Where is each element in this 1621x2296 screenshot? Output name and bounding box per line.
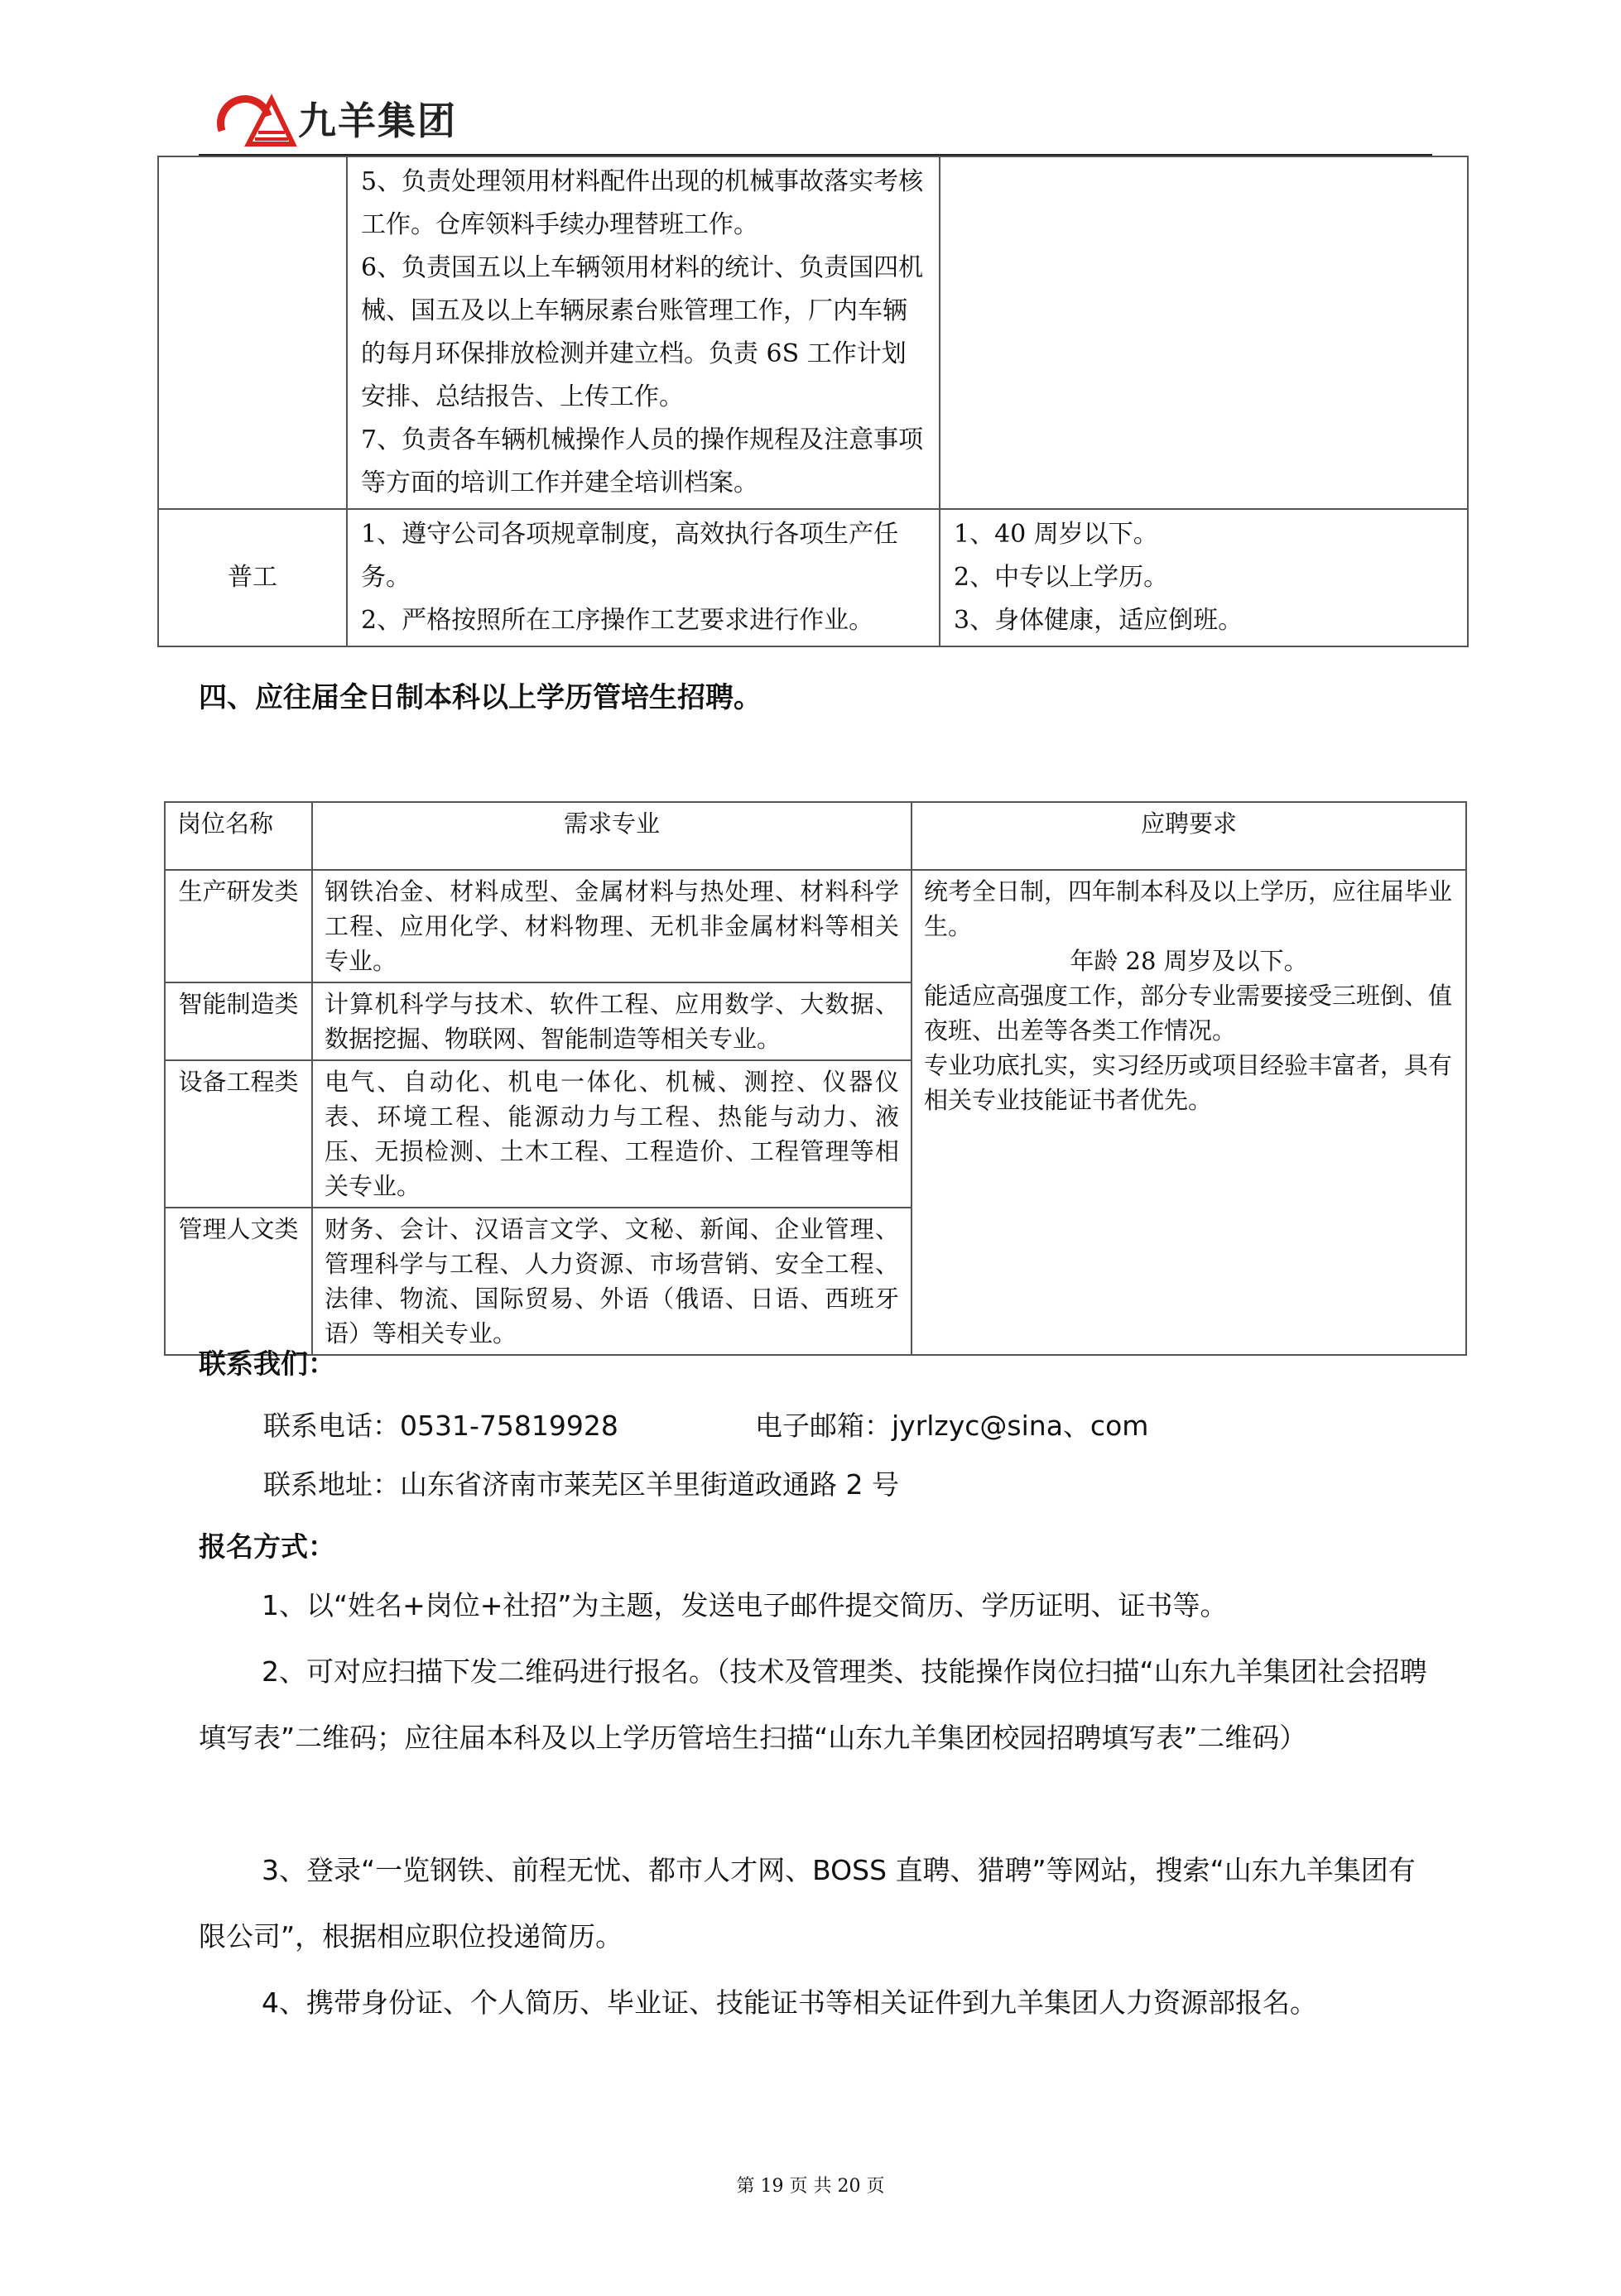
duties-cell [347,509,940,646]
requirement-text: 专业功底扎实，实习经历或项目经验丰富者，具有相关专业技能证书者优先。 [924,1051,1453,1114]
signup-heading: 报名方式： [199,1530,335,1563]
position-cell [158,156,347,509]
contact-email: 电子邮箱：jyrlzyc@sina、com [755,1410,1149,1442]
contact-address: 联系地址：山东省济南市莱芜区羊里街道政通路 2 号 [263,1468,899,1501]
contact-heading: 联系我们： [199,1347,335,1380]
duty-item: 6、负责国五以上车辆领用材料的统计、负责国四机械、国五及以上车辆尿素台账管理工作，厂内车辆的每月环保排放检测并建立档。负责 6S 工作计划安排、总结报告、上传工作。 [361,253,924,411]
requirements-cell [940,156,1468,509]
requirement-text: 年龄 28 周岁及以下。 [1070,947,1308,975]
duty-item: 1、遵守公司各项规章制度，高效执行各项生产任务。 [361,520,899,592]
table-row [158,509,1468,646]
trainee-table [164,801,1467,1356]
category-cell: 智能制造类 [165,982,312,1060]
category-cell: 设备工程类 [165,1060,312,1208]
column-header: 应聘要求 [912,802,1466,870]
majors-cell: 财务、会计、汉语言文学、文秘、新闻、企业管理、管理科学与工程、人力资源、市场营销、安全工程、法律、物流、国际贸易、外语（俄语、日语、西班牙语）等相关专业。 [312,1208,912,1355]
duty-item: 7、负责各车辆机械操作人员的操作规程及注意事项等方面的培训工作并建全培训档案。 [361,425,924,497]
table-row [165,870,1466,982]
majors-cell: 电气、自动化、机电一体化、机械、测控、仪器仪表、环境工程、能源动力与工程、热能与动力、液压、无损检测、土木工程、工程造价、工程管理等相关专业。 [312,1060,912,1208]
signup-item: 2、可对应扫描下发二维码进行报名。（技术及管理类、技能操作岗位扫描“山东九羊集团社会招聘填写表”二维码；应往届本科及以上学历管培生扫描“山东九羊集团校园招聘填写表”二维码） [199,1655,1427,1754]
duty-item: 5、负责处理领用材料配件出现的机械事故落实考核工作。仓库领料手续办理替班工作。 [361,167,924,239]
contact-phone: 联系电话：0531-75819928 [263,1410,618,1442]
requirement-item: 2、中专以上学历。 [954,563,1169,592]
requirements-cell [940,509,1468,646]
duty-item: 2、严格按照所在工序操作工艺要求进行作业。 [361,606,874,635]
requirement-text: 能适应高强度工作，部分专业需要接受三班倒、值夜班、出差等各类工作情况。 [924,982,1453,1045]
company-logo-icon [207,83,298,149]
page-number: 第 19 页 共 20 页 [736,2176,885,2197]
signup-item: 4、携带身份证、个人简历、毕业证、技能证书等相关证件到九羊集团人力资源部报名。 [262,1986,1317,2019]
table-header-row [165,802,1466,870]
category-cell: 管理人文类 [165,1208,312,1355]
job-table-continued [157,156,1469,647]
requirement-item: 3、身体健康，适应倒班。 [954,606,1243,635]
column-header: 需求专业 [312,802,912,870]
signup-item: 3、登录“一览钢铁、前程无忧、都市人才网、BOSS 直聘、猎聘”等网站，搜索“山东九羊集团有限公司”，根据相应职位投递简历。 [199,1854,1416,1953]
duties-cell [347,156,940,509]
position-cell: 普工 [158,509,347,646]
table-row [158,156,1468,509]
requirement-item: 1、40 周岁以下。 [954,520,1158,549]
section-title: 四、应往届全日制本科以上学历管培生招聘。 [199,681,762,714]
category-cell: 生产研发类 [165,870,312,982]
majors-cell: 钢铁冶金、材料成型、金属材料与热处理、材料科学工程、应用化学、材料物理、无机非金属材料等相关专业。 [312,870,912,982]
requirements-cell [912,870,1466,1355]
requirement-text: 统考全日制，四年制本科及以上学历，应往届毕业生。 [924,877,1453,940]
company-name: 九羊集团 [298,98,457,143]
majors-cell: 计算机科学与技术、软件工程、应用数学、大数据、数据挖掘、物联网、智能制造等相关专业。 [312,982,912,1060]
column-header: 岗位名称 [165,802,312,870]
signup-item: 1、以“姓名+岗位+社招”为主题，发送电子邮件提交简历、学历证明、证书等。 [262,1589,1228,1621]
page-header [199,73,1465,154]
